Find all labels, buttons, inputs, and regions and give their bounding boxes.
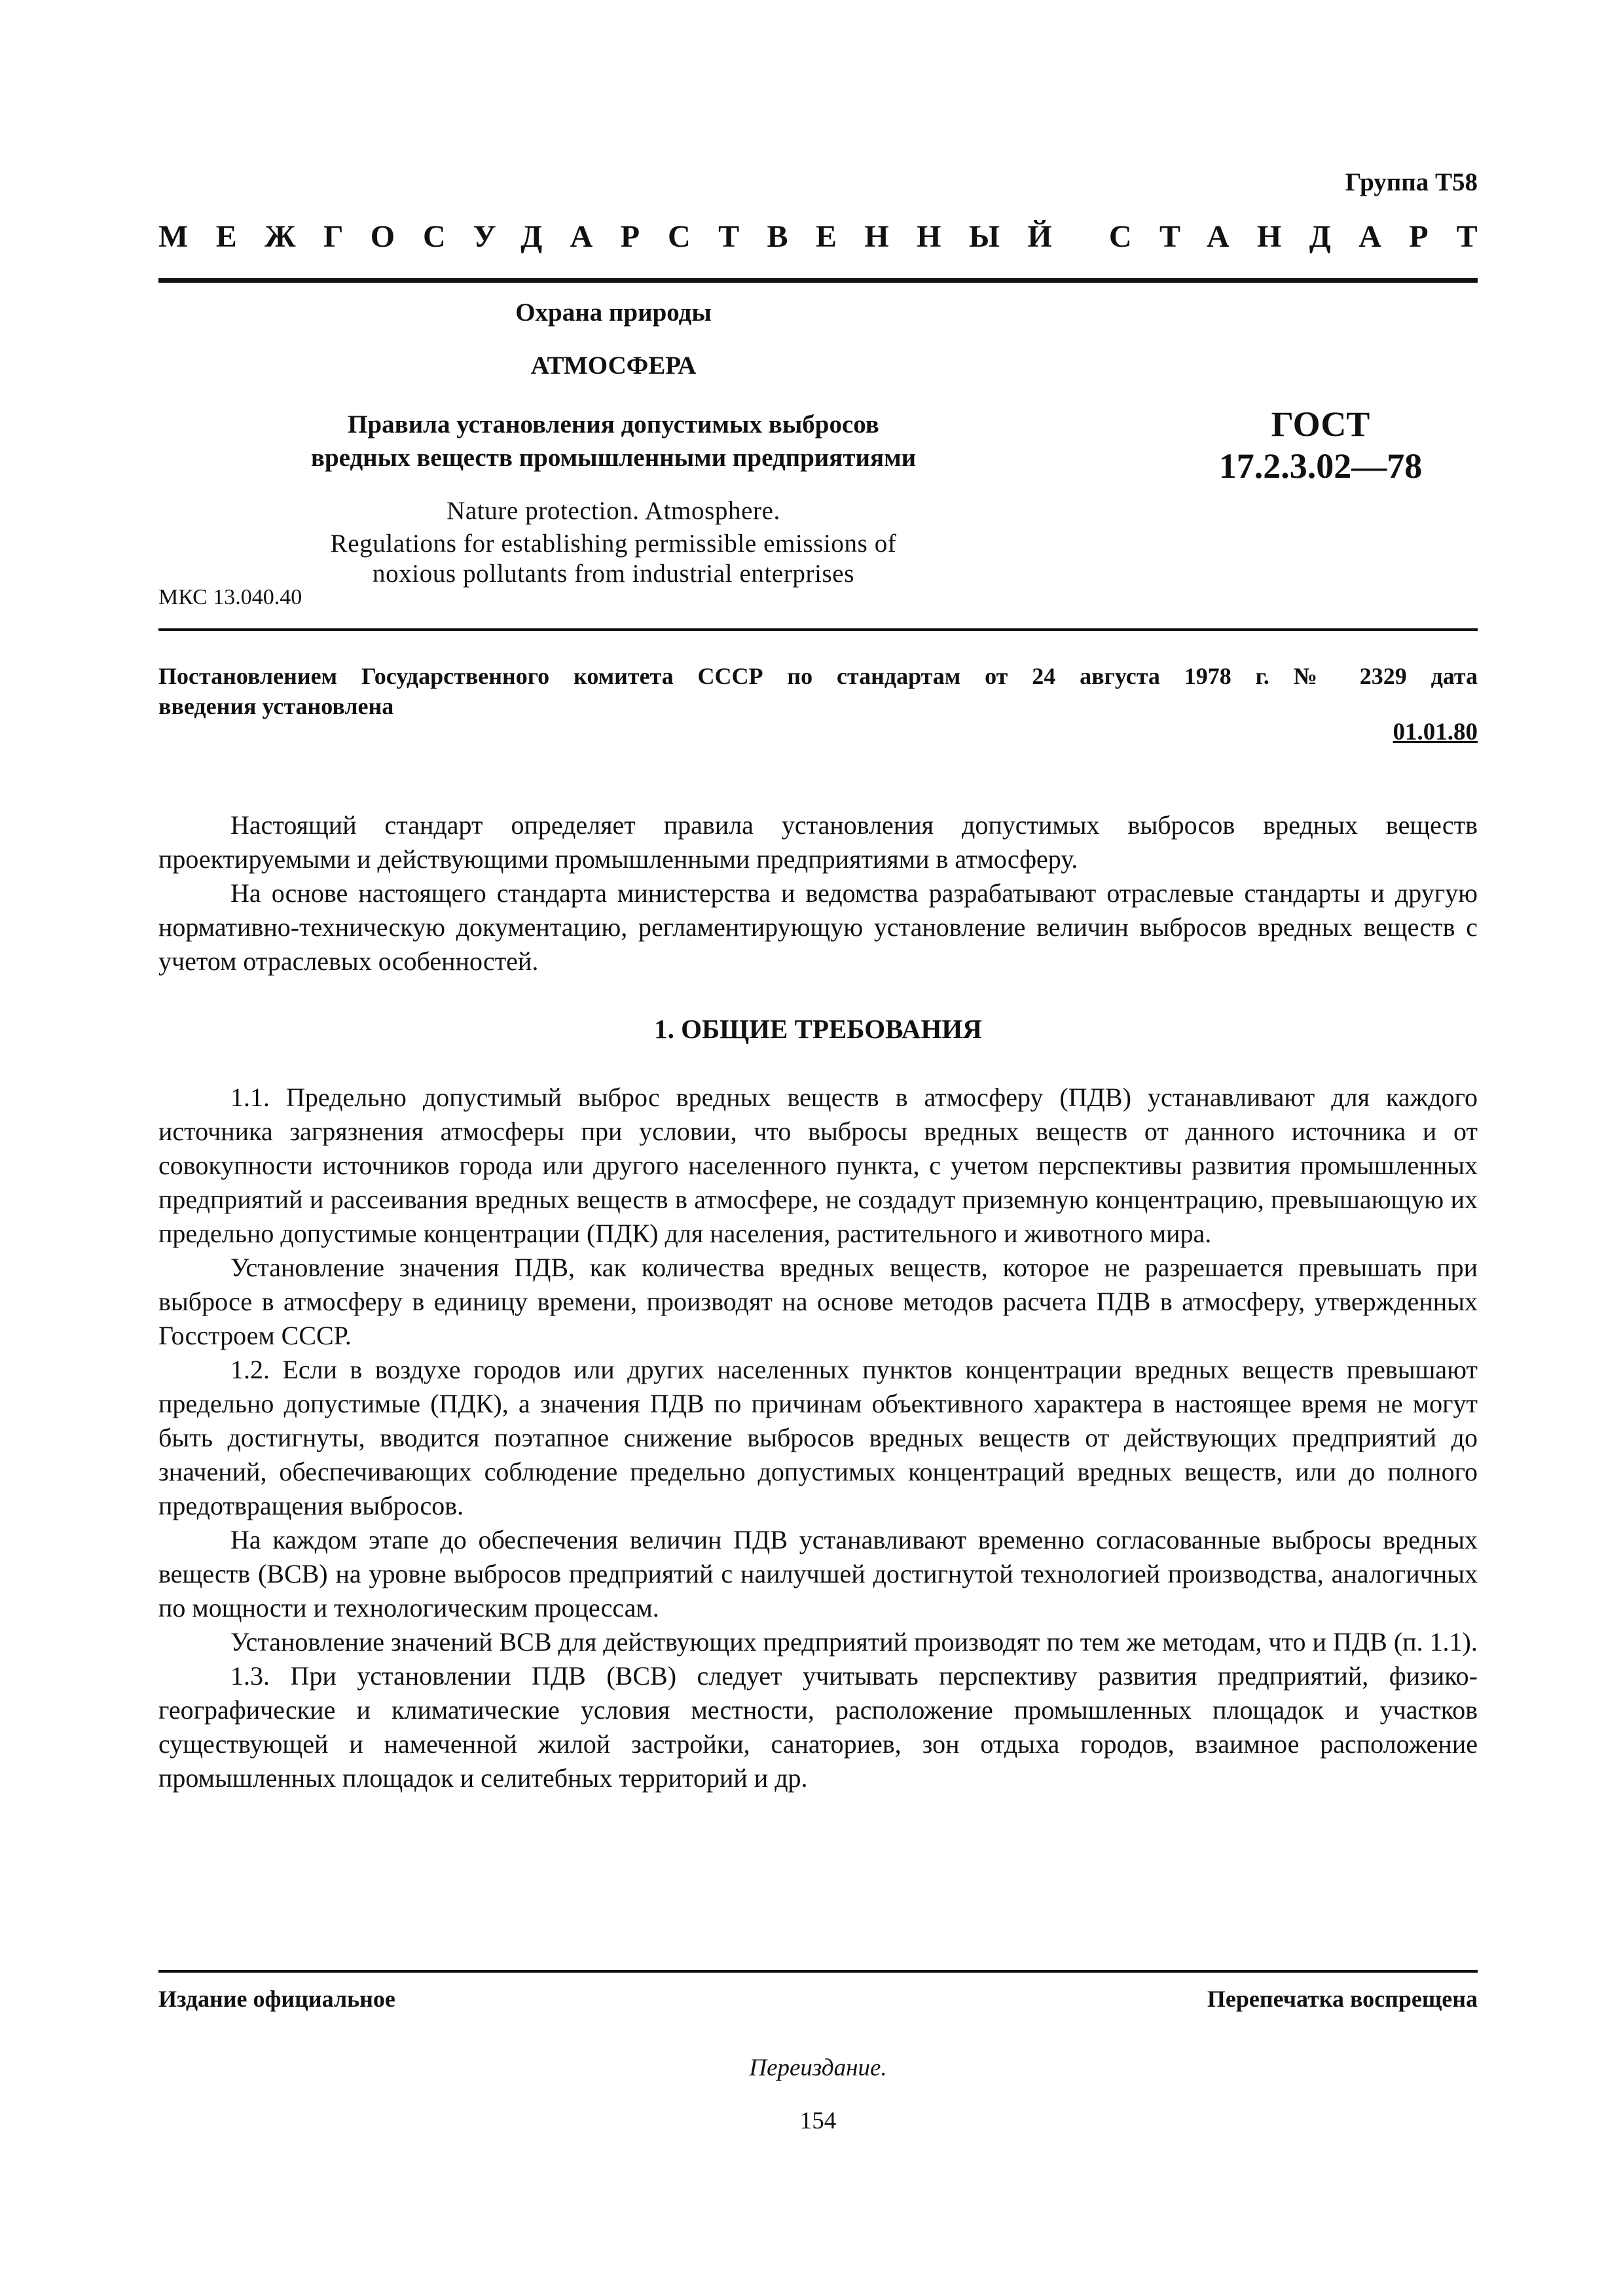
paragraph: На основе настоящего стандарта министерства и ведомства разрабатывают отраслевые стандарты и другую нормативно-техническую документацию, регламентирующую установление величин выбросов вредных веществ с учетом отраслевых особенностей.	[158, 878, 1478, 976]
footer-rule	[158, 1970, 1478, 1973]
group-label: Группа Т58	[1345, 168, 1478, 196]
title-line-1: Правила установления допустимых выбросов	[348, 410, 879, 439]
topic-heading: АТМОСФЕРА	[530, 351, 697, 380]
decree-text	[158, 661, 1478, 721]
banner-word-standard: СТАНДАРТ	[1108, 219, 1505, 254]
paragraph: Установление значения ПДВ, как количества вредных веществ, которое не разрешается превышать при выбросе в атмосферу в единицу времени, производят на основе методов расчета ПДВ в атмосферу, утвержденных Госстроем СССР.	[158, 1253, 1478, 1350]
decree-line-2: введения установлена	[158, 693, 394, 719]
paragraph: Установление значений ВСВ для действующих предприятий производят по тем же методам, что и ПДВ (п. 1.1).	[230, 1627, 1478, 1657]
title-line-2: вредных веществ промышленными предприятиями	[310, 444, 917, 472]
section-1-text	[158, 1081, 1478, 1795]
page-number: 154	[799, 2108, 837, 2134]
reissue-note: Переиздание.	[749, 2054, 887, 2081]
reprint-prohibited-label: Перепечатка воспрещена	[1207, 1986, 1478, 2012]
paragraph: На каждом этапе до обеспечения величин ПДВ устанавливают временно согласованные выбросы вредных веществ (ВСВ) на уровне выбросов предприятий с наилучшей достигнутой технологией производства, аналогичных по мощности и технологическим процессам.	[158, 1525, 1478, 1623]
gost-label: ГОСТ	[1271, 404, 1370, 444]
intro-text	[158, 808, 1478, 978]
english-title-line-3: noxious pollutants from industrial enterprises	[373, 560, 854, 588]
gost-block	[1180, 403, 1461, 487]
subject-heading: Охрана природы	[515, 298, 712, 327]
gost-number: 17.2.3.02—78	[1218, 446, 1423, 486]
paragraph: 1.1. Предельно допустимый выброс вредных веществ в атмосферу (ПДВ) устанавливают для каждого источника загрязнения атмосферы при условии, что выбросы вредных веществ от данного источника и от совокупности источников города или другого населенного пункта, с учетом перспективы развития промышленных предприятий и рассеивания вредных веществ в атмосфере, не создадут приземную концентрацию, превышающую их предельно допустимые концентрации (ПДК) для населения, растительного и животного мира.	[158, 1083, 1478, 1248]
title-rule	[158, 628, 1478, 631]
introduction-date: 01.01.80	[1393, 719, 1478, 745]
english-title-line-1: Nature protection. Atmosphere.	[447, 497, 780, 525]
paragraph: 1.3. При установлении ПДВ (ВСВ) следует учитывать перспективу развития предприятий, физико-географические и климатические условия местности, расположение промышленных площадок и участков существующей и намеченной жилой застройки, санаториев, зон отдыха городов, взаимное расположение промышленных площадок и селитебных территорий и др.	[158, 1661, 1478, 1793]
paragraph: 1.2. Если в воздухе городов или других населенных пунктов концентрации вредных веществ превышают предельно допустимые (ПДК), а значения ПДВ по причинам объективного характера в настоящее время не могут быть достигнуты, вводится поэтапное снижение выбросов вредных веществ от действующих предприятий до значений, обеспечивающих соблюдение предельно допустимых концентраций вредных веществ, или до полного предотвращения выбросов.	[158, 1355, 1478, 1520]
header-rule	[158, 278, 1478, 283]
paragraph: Настоящий стандарт определяет правила установления допустимых выбросов вредных веществ проектируемыми и действующими промышленными предприятиями в атмосферу.	[158, 810, 1478, 874]
document-page	[158, 0, 1505, 2296]
banner-word-interstate: МЕЖГОСУДАРСТВЕННЫЙ	[158, 219, 1080, 254]
section-heading: 1. ОБЩИЕ ТРЕБОВАНИЯ	[654, 1014, 982, 1044]
decree-line-1: Постановлением Государственного комитета СССР по стандартам от 24 августа 1978 г. № 2329 дата	[158, 663, 1478, 689]
official-edition-label: Издание официальное	[158, 1986, 395, 2012]
english-title-line-2: Regulations for establishing permissible emissions of	[330, 529, 897, 558]
mks-code: МКС 13.040.40	[158, 585, 302, 609]
